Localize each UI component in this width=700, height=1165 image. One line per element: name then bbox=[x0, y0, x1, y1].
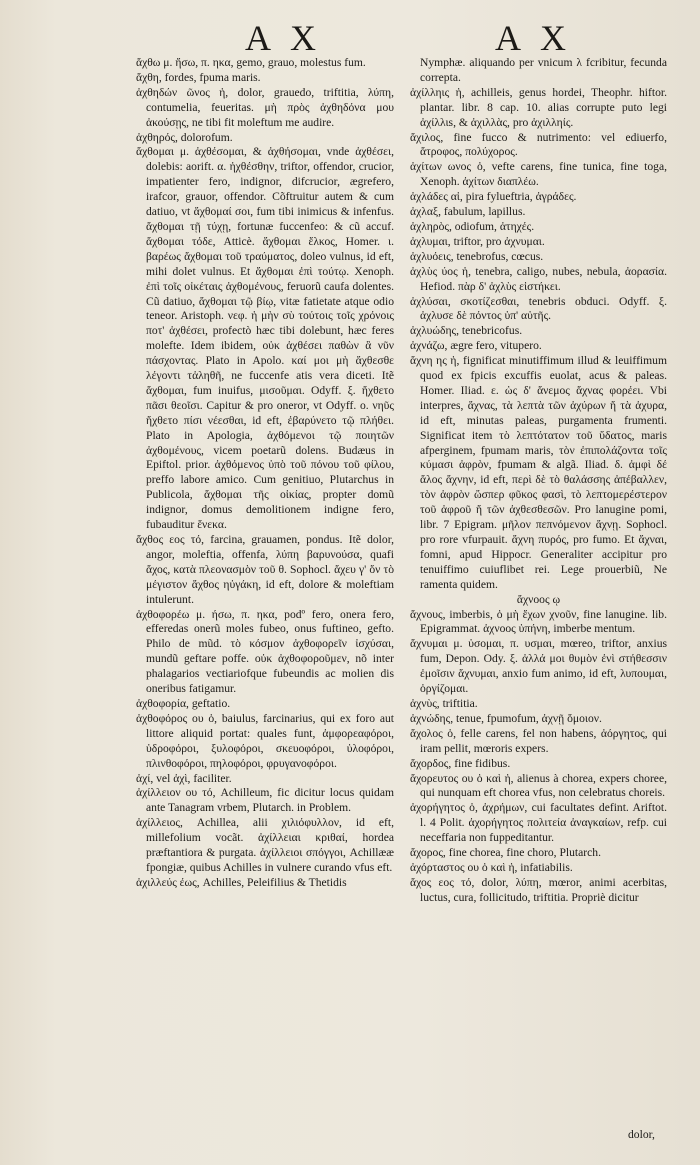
entry-achthomai: ἄχθομαι μ. ἀχθέσομαι, & ἀχθήσομαι, vnde ἀχθέσει, dolebis: aorift. α. ἠχθέσθην, triftor, offendor, crucior, impatienter fero, indignor, difcrucior, ægrefero, irafcor, grauor, offendor. Cõftruitur autem & cum datiuo, vt ἄχθομαί σοι, fum tibi inimicus & infenfus. ἄχθομαι τῇ τύχῃ, fortunæ fuccenfeo: & cũ accuf. ἄχθομαι τόδε, Atticè. ἄχθομαι ἕλκος, Homer. ι. βαρέως ἄχθομαι τοῦ τραύματος, doleo vulnus, id eft, mihi dolet vulnus. Et ἄχθομαι ἐπὶ τούτῳ. Xenoph. ἐπὶ τοῖς οἰκέταις ἀχθομένους, feruorũ caufa dolentes. Cũ datiuo, ἄχθομαι τῷ βίῳ, vitæ fatietate atque odio teneor. Aristoph. νεφ. ἡ μὴν σὺ τούτοις τοῖς χρόνοις ποτ' ἀχθέσει, profectò hæc tibi dolebunt, hæc feres molefte. Idem ibidem, οὐκ ἀχθέσει παθὼν ἃ νῦν πάσχοντας. Plato in Apolo. καί μοι μὴ ἄχθεσθε λέγοντι τἀληθῆ, ne fuccenfe atis vera diceti. Itẽ ἄχθομαι, fum inuifus, μισοῦμαι. Odyff. ξ. ἤχθετο πᾶσι θεοῖσι. Capitur & pro oneror, vt Odyff. ο. νηῦς ἤχθετο πίσι νέεσθαι, id eft, ἐβαρύνετο τῷ πλήθει. Plato in Apologia, ἀχθόμενοι τῷ ποιητῶν ἀχθομένους, vicem poetarũ dolens. Budæus in Epiftol. prior. ἀχθόμενος ὑπὸ τοῦ πόνου τοῦ φίλου, preffo labore amico. Cum genitiuo, Plutarchus in Publicola, ἄχθομαι τῆς οἰκίας, propter domũ indignor, domus demolitionem indigne fero, fubauditur ἕνεκα. bbox=[136, 145, 394, 532]
entry-achlyoeis: ἀχλυόεις, tenebrofus, cœcus. bbox=[410, 249, 544, 263]
entry-achtheros: ἀχθηρός, dolorofum. bbox=[136, 130, 233, 144]
entry-achne: ἄχνη ης ἡ, fignificat minutiffimum illud & leuiffimum quod ex fpicis excuffis euolat, acus & paleas. Homer. Iliad. ε. ὡς δ' ἄνεμος ἄχνας φορέει. Vbi interpres, ἄχνας, τὰ λεπτὰ τῶν ἀχύρων ἤ τὰ ἀχυρα, id eft, minutas paleas, purgamenta frumenti. Significat item τὸ λεπτότατον τοῦ ὕδατος, maris afperginem, fpumam maris, τὸν ἐπιπολάζοντα τοῖς κύμασι ἀφρὸν, fpumam & algã. Iliad. δ. ἀμφὶ δέ ἄλος ἄχνην, id eft, περὶ δὲ τὸ θαλάσσης ἀπέβαλλεν, τὸν ἀφρὸν ὥσπερ φῦκος φασὶ, τὸ λεπτομερέστερον τοῦ ἀφροῦ ἤ τῶν ἀχθεσθεσῶν. Pro lanugine pomi, libr. 7 Epigram. μῆλον πεπνόμενον ἄχνῃ. Sophocl. pro rore vfurpauit. ἄχνη πυρός, pro fumo. Et ἄχναι, fomni, apud Hippocr. Generaliter accipitur pro tenuiffimo cuiuflibet rei. Lege prouerbiũ, Ne ramenta quidem. bbox=[410, 354, 667, 591]
entry-achnys: ἀχνὺς, triftitia. bbox=[410, 696, 478, 710]
entry-achiton: ἀχίτων ωνος ὁ, vefte carens, fine tunica, fine toga, Xenoph. ἀχίτων διαπλέω. bbox=[410, 160, 667, 189]
entry-achnoos: ἄχνοος ῳ bbox=[516, 592, 561, 606]
entry-achilleus: ἀχιλλεύς έως, Achilles, Peleifilius & Thetidis bbox=[136, 875, 347, 889]
entry-achi: ἀχί, vel ἀχὶ, faciliter. bbox=[136, 771, 232, 785]
entry-achthos: ἄχθος εος τό, farcina, grauamen, pondus. Itẽ dolor, angor, moleftia, offenfa, λύπη βαρυνούσα, quafi ἄχος, κατὰ πλεονασμὸν τοῦ θ. Sophocl. ἄχευ γ' ὄν τὸ μέγιστον ἄχθος ηὐγάκη, id eft, dolore & moleftiam intulerunt. bbox=[136, 533, 394, 606]
catchword: dolor, bbox=[628, 1128, 655, 1141]
running-header-left: A X bbox=[245, 18, 323, 58]
entry-continuation: Nymphæ. aliquando per vnicum λ fcribitur, fecunda correpta. bbox=[420, 56, 667, 84]
entry-achoros: ἄχορος, fine chorea, fine choro, Plutarch. bbox=[410, 846, 601, 860]
entry-achlymai: ἀχλυμαι, triftor, pro ἀχνυμαι. bbox=[410, 234, 545, 248]
right-column bbox=[410, 56, 667, 906]
entry-achnodes: ἀχνώδης, tenue, fpumofum, ἀχνῇ ὅμοιον. bbox=[410, 711, 602, 725]
entry-achilos: ἄχιλος, fine fucco & nutrimento: vel ediuerfo, ἄτροφος, πολύχορος. bbox=[410, 130, 667, 159]
entry-achlys: ἀχλὺς ύος ἡ, tenebra, caligo, nubes, nebula, ἀορασία. Hefiod. πὰρ δ' ἀχλὺς εἱστήκει. bbox=[410, 264, 667, 293]
entry-achilleis: ἀχίλληις ἡ, achilleis, genus hordei, Theophr. hiftor. plantar. libr. 8 cap. 10. alias corrupte puto legi ἀχίλλιs, & ἀχιλλὰς, pro ἀχιλληίς. bbox=[410, 85, 667, 129]
entry-achnous: ἄχνους, imberbis, ὁ μὴ ἔχων χνοῦν, fine lanugine. lib. Epigrammat. ἀχνοος ὑπήνη, imberbe mentum. bbox=[410, 607, 667, 636]
entry-achordos: ἄχορδος, fine fidibus. bbox=[410, 756, 511, 770]
entry-achnymai: ἄχνυμαι μ. ὑσομαι, π. υσμαι, mœreo, triftor, anxius fum, Depon. Ody. ξ. ἀλλά μοι θυμὸν ἐνὶ στήθεσσιν ἐμοῖσιν ἄχνυμαι, anxio fum animo, id eft, λυπουμαι, ὀργίζομαι. bbox=[410, 637, 667, 696]
running-header-right: A X bbox=[495, 18, 573, 58]
entry-achnazo: ἀχνάζω, ægre fero, vitupero. bbox=[410, 339, 542, 353]
entry-achleros: ἀχληρὸς, odiofum, ἀτηχές. bbox=[410, 219, 535, 233]
entry-achlax: ἀχλαξ, fabulum, lapillus. bbox=[410, 205, 526, 219]
left-column bbox=[136, 56, 394, 891]
entry-achilleion: ἀχίλλειον ου τό, Achilleum, fic dicitur locus quidam ante Tanagram vrbem, Plutarch. in Problem. bbox=[136, 786, 394, 815]
entry-achtho: ἄχθω μ. ἤσω, π. ηκα, gemo, grauo, molestus fum. bbox=[136, 56, 366, 69]
entry-achthe: ἄχθη, fordes, fpuma maris. bbox=[136, 70, 261, 84]
entry-achlysai: ἀχλύσαι, σκοτίζεσθαι, tenebris obduci. Odyff. ξ. ἀχλυσε δὲ πόντος ὑπ' αὐτῆς. bbox=[410, 294, 667, 323]
entry-achlyodes: ἀχλυώδης, tenebricofus. bbox=[410, 324, 523, 338]
entry-achos: ἄχος εος τό, dolor, λύπη, mœror, animi acerbitas, luctus, cura, follicitudo, triftitia. Propriè dicitur bbox=[410, 875, 667, 904]
entry-achthedon: ἀχθηδών ῶνος ἡ, dolor, grauedo, triftitia, λύπη, contumelia, feueritas. μὴ πρὸς ἀχθηδόνα μου ἀκούσῃς, ne tibi fit moleftum me audire. bbox=[136, 85, 394, 129]
entry-achoregetos: ἀχορήγητος ὁ, ἀχρήμων, cui facultates defint. Ariftot. l. 4 Polit. ἀχορήγητος πολιτεία ἀναγκαίων, refp. cui neceffaria non fuppeditantur. bbox=[410, 801, 667, 845]
entry-achortastos: ἀχόρταστος ου ὁ καὶ ἡ, infatiabilis. bbox=[410, 860, 573, 874]
entry-achthophoreo: ἀχθοφορέω μ. ήσω, π. ηκα, podº fero, onera fero, efferedas onerũ moles fubeo, onus fuftineo, gefto. Philo de mũd. τὸ κόσμον ἀχθοφορεῖν ἰσχύσαι, mundũ geftare poffe. οὐκ ἀχθοφοροῦμεν, nõ inter phalagarios vectiariofque fubeundis ac molien dis oneribus fatigamur. bbox=[136, 607, 394, 696]
entry-achilleios: ἀχίλλειος, Achillea, alii χιλιόφυλλον, id eft, millefolium vocãt. ἀχίλλειαι κριθαί, hordea præftantiora & purgata. ἀχίλλειοι σπόγγοι, Achillææ fpongiæ, quibus Achilles in vulnere curando vfus eft. bbox=[136, 816, 394, 874]
entry-acholos: ἄχολος ὁ, felle carens, fel non habens, ἀόργητος, qui iram pellit, mœroris expers. bbox=[410, 726, 667, 755]
entry-achoreutos: ἄχορευτος ου ὁ καὶ ἡ, alienus à chorea, expers choree, qui nunquam eft chorea vfus, non celebratus choreis. bbox=[410, 771, 667, 800]
entry-achlades: ἀχλάδες αἱ, pira fylueftria, ἀγράδες. bbox=[410, 190, 577, 204]
entry-achthophoria: ἀχθοφορία, geftatio. bbox=[136, 696, 231, 710]
entry-achthophoros: ἀχθοφόρος ου ὁ, baiulus, farcinarius, qui ex foro aut littore aliquid portat: quales funt, ἀμφορεαφόροι, ὑδροφόροι, ξυλοφόροι, σκευοφόροι, ὑλοφόροι, πλινθοφόροι, πηλοφόροι, φρυγανοφόροι. bbox=[136, 711, 394, 770]
